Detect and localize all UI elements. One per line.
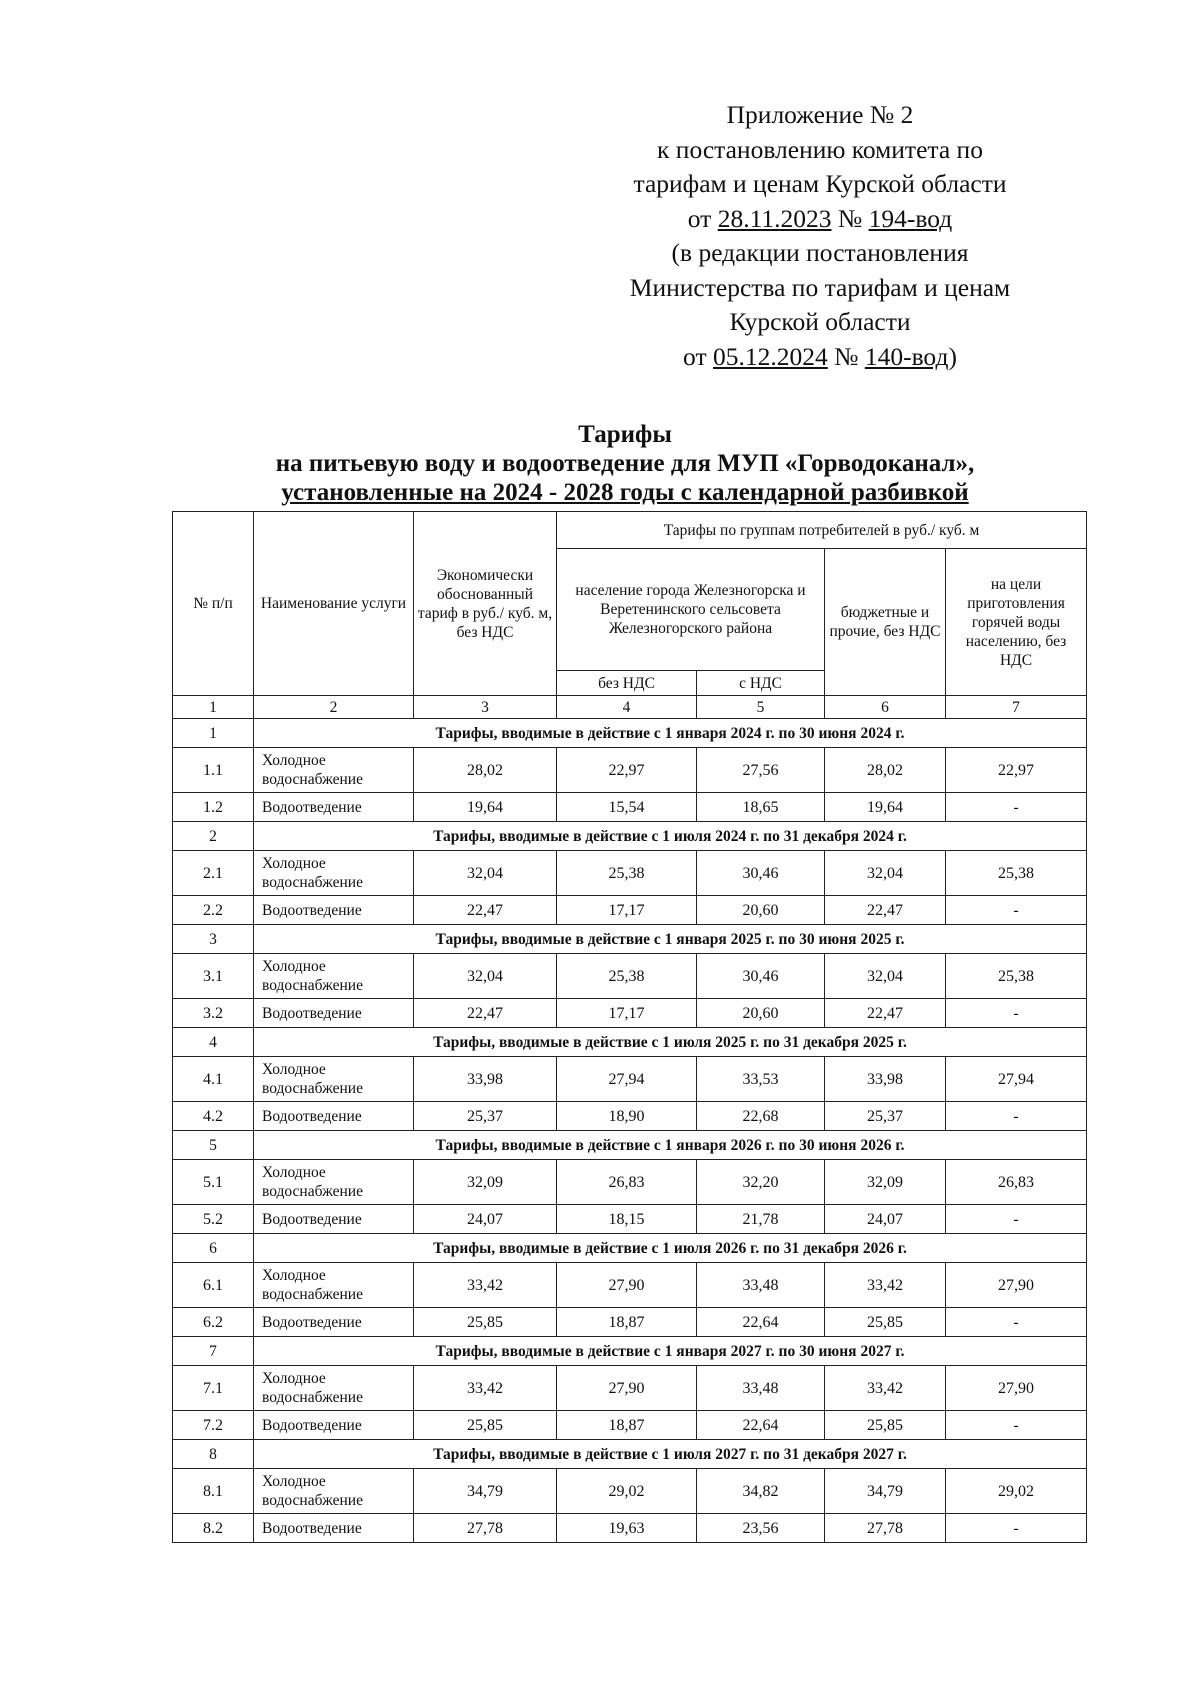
tariff-value: 23,56	[697, 1514, 825, 1543]
header-population: население города Железногорска и Веретенинского сельсовета Железногорского района	[557, 549, 825, 671]
tariff-row	[173, 1102, 1087, 1131]
tariff-value: 18,15	[557, 1205, 697, 1234]
document-title	[150, 420, 1100, 507]
tariff-value: 34,79	[825, 1469, 946, 1514]
service-name: Холодное водоснабжение	[254, 954, 414, 999]
row-number: 3.1	[173, 954, 254, 999]
tariff-row	[173, 1469, 1087, 1514]
header-budget: бюджетные и прочие, без НДС	[825, 549, 946, 696]
service-name: Холодное водоснабжение	[254, 1263, 414, 1308]
tariff-value: 20,60	[697, 999, 825, 1028]
tariff-value: 22,68	[697, 1102, 825, 1131]
period-number: 7	[173, 1337, 254, 1366]
tariff-value: 22,97	[946, 748, 1087, 793]
period-row	[173, 1337, 1087, 1366]
service-name: Холодное водоснабжение	[254, 1057, 414, 1102]
tariff-row	[173, 1263, 1087, 1308]
tariff-value: 21,78	[697, 1205, 825, 1234]
service-name: Холодное водоснабжение	[254, 748, 414, 793]
tariff-row	[173, 1514, 1087, 1543]
row-number: 5.2	[173, 1205, 254, 1234]
service-name: Водоотведение	[254, 999, 414, 1028]
tariff-value: 33,42	[825, 1263, 946, 1308]
tariff-value: 25,38	[557, 851, 697, 896]
tariff-value: 18,87	[557, 1308, 697, 1337]
tariff-value: 32,09	[414, 1160, 557, 1205]
tariff-value: 18,90	[557, 1102, 697, 1131]
order-prefix: от	[687, 203, 718, 233]
period-number: 3	[173, 925, 254, 954]
tariff-value: 33,98	[825, 1057, 946, 1102]
tariff-value: -	[946, 896, 1087, 925]
row-number: 6.2	[173, 1308, 254, 1337]
row-number: 2.2	[173, 896, 254, 925]
tariff-value: -	[946, 1514, 1087, 1543]
tariff-value: 30,46	[697, 954, 825, 999]
period-title: Тарифы, вводимые в действие с 1 января 2025 г. по 30 июня 2025 г.	[254, 925, 1087, 954]
header-econ-tariff: Экономически обоснованный тариф в руб./ куб. м, без НДС	[414, 512, 557, 696]
annex-line-order	[560, 202, 1080, 237]
period-number: 4	[173, 1028, 254, 1057]
column-number: 2	[254, 696, 414, 719]
column-number: 3	[414, 696, 557, 719]
row-number: 2.1	[173, 851, 254, 896]
service-name: Водоотведение	[254, 1102, 414, 1131]
row-number: 3.2	[173, 999, 254, 1028]
service-name: Водоотведение	[254, 896, 414, 925]
row-number: 4.1	[173, 1057, 254, 1102]
service-name: Холодное водоснабжение	[254, 1469, 414, 1514]
tariff-table	[172, 511, 1087, 1543]
service-name: Холодное водоснабжение	[254, 1160, 414, 1205]
period-row	[173, 925, 1087, 954]
period-number: 5	[173, 1131, 254, 1160]
period-row	[173, 1028, 1087, 1057]
tariff-row	[173, 999, 1087, 1028]
tariff-value: 22,64	[697, 1411, 825, 1440]
tariff-value: 17,17	[557, 999, 697, 1028]
period-title: Тарифы, вводимые в действие с 1 июля 2025 г. по 31 декабря 2025 г.	[254, 1028, 1087, 1057]
period-row	[173, 1131, 1087, 1160]
service-name: Холодное водоснабжение	[254, 851, 414, 896]
row-number: 8.1	[173, 1469, 254, 1514]
tariff-value: 32,04	[825, 954, 946, 999]
tariff-row	[173, 1057, 1087, 1102]
tariff-value: 27,90	[946, 1366, 1087, 1411]
tariff-row	[173, 1411, 1087, 1440]
tariff-value: -	[946, 1102, 1087, 1131]
tariff-value: 32,04	[825, 851, 946, 896]
revision-suffix: )	[948, 341, 957, 371]
tariff-value: 17,17	[557, 896, 697, 925]
tariff-value: 27,90	[557, 1263, 697, 1308]
period-number: 8	[173, 1440, 254, 1469]
tariff-value: 28,02	[825, 748, 946, 793]
tariff-value: 25,85	[414, 1308, 557, 1337]
tariff-value: 33,42	[414, 1366, 557, 1411]
tariff-value: 25,85	[825, 1308, 946, 1337]
annex-line-revision	[560, 340, 1080, 375]
tariff-value: -	[946, 793, 1087, 822]
tariff-value: 33,98	[414, 1057, 557, 1102]
tariff-value: 22,47	[414, 896, 557, 925]
period-row	[173, 719, 1087, 748]
tariff-value: 22,47	[825, 999, 946, 1028]
annex-line: Приложение № 2	[726, 100, 914, 129]
row-number: 4.2	[173, 1102, 254, 1131]
column-number: 4	[557, 696, 697, 719]
tariff-value: 20,60	[697, 896, 825, 925]
tariff-row	[173, 851, 1087, 896]
revision-number: 140-вод	[864, 341, 949, 371]
tariff-value: 29,02	[946, 1469, 1087, 1514]
tariff-value: 33,42	[414, 1263, 557, 1308]
tariff-value: 27,56	[697, 748, 825, 793]
tariff-value: 19,64	[825, 793, 946, 822]
row-number: 7.2	[173, 1411, 254, 1440]
tariff-value: 25,37	[414, 1102, 557, 1131]
tariff-value: 18,87	[557, 1411, 697, 1440]
header-name: Наименование услуги	[254, 512, 414, 696]
tariff-value: 27,94	[557, 1057, 697, 1102]
tariff-value: 19,63	[557, 1514, 697, 1543]
tariff-value: 22,64	[697, 1308, 825, 1337]
title-line: на питьевую воду и водоотведение для МУП «Горводоканал»,	[275, 450, 975, 477]
period-row	[173, 1440, 1087, 1469]
header-consumer-groups: Тарифы по группам потребителей в руб./ куб. м	[557, 512, 1087, 549]
tariff-row	[173, 1308, 1087, 1337]
revision-date: 05.12.2024	[712, 341, 828, 371]
tariff-value: 33,48	[697, 1263, 825, 1308]
service-name: Водоотведение	[254, 1411, 414, 1440]
tariff-value: -	[946, 1411, 1087, 1440]
tariff-value: -	[946, 1205, 1087, 1234]
period-number: 1	[173, 719, 254, 748]
order-number-sign: №	[831, 203, 869, 233]
tariff-value: 22,47	[414, 999, 557, 1028]
tariff-value: 24,07	[825, 1205, 946, 1234]
annex-line: Министерства по тарифам и ценам	[629, 272, 1011, 302]
service-name: Водоотведение	[254, 793, 414, 822]
tariff-value: 32,04	[414, 851, 557, 896]
tariff-value: 27,78	[414, 1514, 557, 1543]
tariff-value: 27,90	[946, 1263, 1087, 1308]
tariff-value: 24,07	[414, 1205, 557, 1234]
tariff-value: 25,38	[557, 954, 697, 999]
period-number: 2	[173, 822, 254, 851]
tariff-row	[173, 896, 1087, 925]
tariff-value: 30,46	[697, 851, 825, 896]
column-number: 7	[946, 696, 1087, 719]
header-with-vat: с НДС	[697, 671, 825, 696]
tariff-value: 25,85	[825, 1411, 946, 1440]
title-line: Тарифы	[578, 421, 672, 448]
tariff-value: 32,04	[414, 954, 557, 999]
row-number: 1.1	[173, 748, 254, 793]
tariff-value: 32,09	[825, 1160, 946, 1205]
period-title: Тарифы, вводимые в действие с 1 января 2024 г. по 30 июня 2024 г.	[254, 719, 1087, 748]
column-number: 1	[173, 696, 254, 719]
title-line: установленные на 2024 - 2028 годы с календарной разбивкой	[281, 479, 969, 506]
tariff-value: 19,64	[414, 793, 557, 822]
order-number: 194-вод	[868, 203, 953, 233]
period-title: Тарифы, вводимые в действие с 1 июля 2027 г. по 31 декабря 2027 г.	[254, 1440, 1087, 1469]
tariff-value: 33,48	[697, 1366, 825, 1411]
period-number: 6	[173, 1234, 254, 1263]
tariff-value: -	[946, 1308, 1087, 1337]
column-number: 6	[825, 696, 946, 719]
tariff-value: 26,83	[946, 1160, 1087, 1205]
tariff-value: 18,65	[697, 793, 825, 822]
tariff-value: 26,83	[557, 1160, 697, 1205]
order-date: 28.11.2023	[717, 203, 832, 233]
tariff-value: 25,37	[825, 1102, 946, 1131]
tariff-value: 33,42	[825, 1366, 946, 1411]
tariff-row	[173, 1366, 1087, 1411]
tariff-value: 29,02	[557, 1469, 697, 1514]
tariff-value: 32,20	[697, 1160, 825, 1205]
period-title: Тарифы, вводимые в действие с 1 января 2027 г. по 30 июня 2027 г.	[254, 1337, 1087, 1366]
header-no-vat: без НДС	[557, 671, 697, 696]
header-num: № п/п	[173, 512, 254, 696]
tariff-row	[173, 954, 1087, 999]
service-name: Водоотведение	[254, 1514, 414, 1543]
annex-line: тарифам и ценам Курской области	[633, 169, 1007, 198]
tariff-value: 22,47	[825, 896, 946, 925]
service-name: Холодное водоснабжение	[254, 1366, 414, 1411]
period-title: Тарифы, вводимые в действие с 1 июля 2024 г. по 31 декабря 2024 г.	[254, 822, 1087, 851]
tariff-value: -	[946, 999, 1087, 1028]
row-number: 6.1	[173, 1263, 254, 1308]
tariff-value: 27,78	[825, 1514, 946, 1543]
annex-block	[560, 98, 1080, 374]
period-row	[173, 1234, 1087, 1263]
tariff-value: 22,97	[557, 748, 697, 793]
annex-line: (в редакции постановления	[671, 238, 969, 267]
row-number: 7.1	[173, 1366, 254, 1411]
tariff-value: 15,54	[557, 793, 697, 822]
tariff-value: 33,53	[697, 1057, 825, 1102]
tariff-value: 25,38	[946, 954, 1087, 999]
column-number-row	[173, 696, 1087, 719]
tariff-value: 27,94	[946, 1057, 1087, 1102]
column-number: 5	[697, 696, 825, 719]
tariff-value: 34,79	[414, 1469, 557, 1514]
period-title: Тарифы, вводимые в действие с 1 января 2026 г. по 30 июня 2026 г.	[254, 1131, 1087, 1160]
tariff-value: 28,02	[414, 748, 557, 793]
tariff-row	[173, 1205, 1087, 1234]
service-name: Водоотведение	[254, 1308, 414, 1337]
revision-number-sign: №	[827, 341, 865, 371]
row-number: 8.2	[173, 1514, 254, 1543]
annex-line: к постановлению комитета по	[657, 134, 983, 164]
tariff-value: 27,90	[557, 1366, 697, 1411]
tariff-row	[173, 748, 1087, 793]
period-title: Тарифы, вводимые в действие с 1 июля 2026 г. по 31 декабря 2026 г.	[254, 1234, 1087, 1263]
tariff-value: 25,38	[946, 851, 1087, 896]
revision-prefix: от	[683, 341, 713, 371]
tariff-value: 25,85	[414, 1411, 557, 1440]
service-name: Водоотведение	[254, 1205, 414, 1234]
tariff-value: 34,82	[697, 1469, 825, 1514]
annex-line: Курской области	[729, 307, 911, 336]
row-number: 5.1	[173, 1160, 254, 1205]
row-number: 1.2	[173, 793, 254, 822]
tariff-row	[173, 1160, 1087, 1205]
tariff-row	[173, 793, 1087, 822]
period-row	[173, 822, 1087, 851]
header-hot-water: на цели приготовления горячей воды населению, без НДС	[946, 549, 1087, 696]
